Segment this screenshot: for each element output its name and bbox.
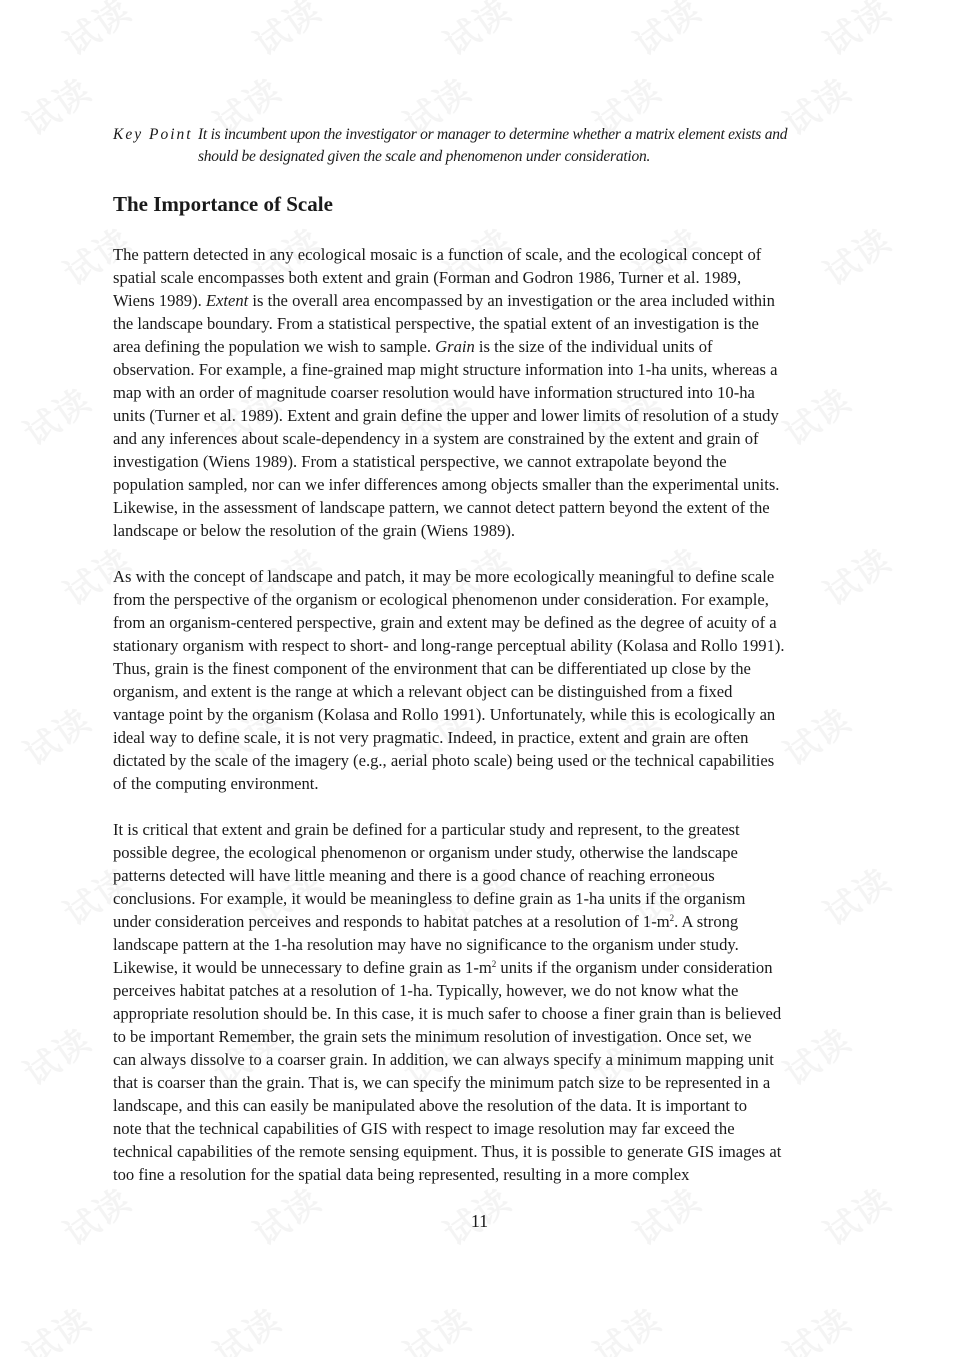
paragraph-3 xyxy=(113,818,853,1186)
text-line: possible degree, the ecological phenomenon or organism under study, otherwise the landscape xyxy=(113,843,738,862)
text-line: technical capabilities of the remote sensing equipment. Thus, it is possible to generate GIS images at xyxy=(113,1142,782,1161)
text-line: of the computing environment. xyxy=(113,774,319,793)
watermark xyxy=(202,1294,289,1357)
text-line: spatial scale encompasses both extent and grain (Forman and Godron 1986, Turner et al. 1989, xyxy=(113,268,742,287)
watermark xyxy=(772,1294,859,1357)
superscript: 2 xyxy=(491,959,497,969)
text-line: patterns detected will have little meaning and there is a good chance of reaching erroneous xyxy=(113,866,715,885)
paragraph-1 xyxy=(113,243,853,542)
text-line: that is coarser than the grain. That is, we can specify the minimum patch size to be represented in a xyxy=(113,1073,771,1092)
key-point-line: It is incumbent upon the investigator or manager to determine whether a matrix element exists and xyxy=(198,126,788,143)
text-line: units (Turner et al. 1989). Extent and grain define the upper and lower limits of resolution of a study xyxy=(113,406,779,425)
watermark xyxy=(12,694,99,775)
watermark xyxy=(242,0,329,65)
watermark xyxy=(12,1294,99,1357)
text-line: stationary organism with respect to short- and long-range perceptual ability (Kolasa and Rollo 1991). xyxy=(113,636,785,655)
text-line: note that the technical capabilities of GIS with respect to image resolution may far exceed the xyxy=(113,1119,735,1138)
text-line: organism, and extent is the range at which a relevant object can be distinguished from a fixed xyxy=(113,682,733,701)
watermark xyxy=(432,0,519,65)
text-line xyxy=(113,289,853,312)
text-line xyxy=(113,956,853,979)
watermark xyxy=(392,1294,479,1357)
text-line: map with an order of magnitude coarser resolution would have information structured into 10-ha xyxy=(113,383,755,402)
text-line: investigation (Wiens 1989). From a statistical perspective, we cannot extrapolate beyond the xyxy=(113,452,727,471)
text-run: Wiens 1989). xyxy=(113,291,206,310)
text-line xyxy=(113,335,853,358)
text-line: vantage point by the organism (Kolasa and Rollo 1991). Unfortunately, while this is ecologically an xyxy=(113,705,776,724)
text-line: can always dissolve to a coarser grain. In addition, we can always specify a minimum mapping unit xyxy=(113,1050,774,1069)
text-line: from an organism-centered perspective, grain and extent may be defined as the degree of acuity of a xyxy=(113,613,777,632)
text-run: is the size of the individual units of xyxy=(474,337,713,356)
key-point-text xyxy=(198,124,823,168)
text-line: Likewise, in the assessment of landscape pattern, we cannot detect pattern beyond the extent of the xyxy=(113,498,770,517)
superscript: 2 xyxy=(669,913,675,923)
text-run: under consideration perceives and responds to habitat patches at a resolution of 1-m xyxy=(113,912,670,931)
term-grain: Grain xyxy=(435,337,475,356)
watermark xyxy=(52,0,139,65)
text-line: perceives habitat patches at a resolution of 1-ha. Typically, however, we do not know what the xyxy=(113,981,739,1000)
key-point-box xyxy=(113,124,823,168)
section-heading: The Importance of Scale xyxy=(113,192,333,216)
watermark xyxy=(12,374,99,455)
text-run: units if the organism under consideration xyxy=(496,958,773,977)
text-line: and any inferences about scale-dependency in a system are constrained by the extent and grain of xyxy=(113,429,759,448)
text-line: dictated by the scale of the imagery (e.g., aerial photo scale) being used or the technical capabilities xyxy=(113,751,775,770)
text-line: appropriate resolution should be. In this case, it is much safer to choose a finer grain than is believed xyxy=(113,1004,782,1023)
text-line: population sampled, nor can we infer differences among objects smaller than the experimental units. xyxy=(113,475,780,494)
text-line: to be important Remember, the grain sets the minimum resolution of investigation. Once set, we xyxy=(113,1027,752,1046)
text-line xyxy=(113,910,853,933)
text-line: landscape pattern at the 1-ha resolution may have no significance to the organism under study. xyxy=(113,935,739,954)
key-point-label: Key Point xyxy=(113,126,193,143)
term-extent: Extent xyxy=(205,291,249,310)
watermark xyxy=(582,1294,669,1357)
key-point-line: should be designated given the scale and phenomenon under consideration. xyxy=(198,148,651,165)
text-line: ideal way to define scale, it is not very pragmatic. Indeed, in practice, extent and grain are often xyxy=(113,728,749,747)
watermark xyxy=(12,1014,99,1095)
text-line: Thus, grain is the finest component of the environment that can be differentiated up close by the xyxy=(113,659,751,678)
text-line: too fine a resolution for the spatial data being represented, resulting in a more complex xyxy=(113,1165,690,1184)
text-line: the landscape boundary. From a statistical perspective, the spatial extent of an investigation is the xyxy=(113,314,759,333)
text-line: The pattern detected in any ecological mosaic is a function of scale, and the ecological concept of xyxy=(113,245,762,264)
text-line: observation. For example, a fine-grained map might structure information into 1-ha units, whereas a xyxy=(113,360,778,379)
watermark xyxy=(12,64,99,145)
text-line: landscape, and this can easily be manipulated above the resolution of the data. It is important to xyxy=(113,1096,748,1115)
text-run: is the overall area encompassed by an investigation or the area included within xyxy=(248,291,775,310)
text-run: area defining the population we wish to sample. xyxy=(113,337,436,356)
text-line: As with the concept of landscape and patch, it may be more ecologically meaningful to define scale xyxy=(113,567,775,586)
watermark xyxy=(812,0,899,65)
text-line: conclusions. For example, it would be meaningless to define grain as 1-ha units if the organism xyxy=(113,889,746,908)
text-line: from the perspective of the organism or ecological phenomenon under consideration. For example, xyxy=(113,590,769,609)
page-number: 11 xyxy=(470,1211,489,1231)
watermark xyxy=(622,0,709,65)
text-run: . A strong xyxy=(674,912,739,931)
text-line: It is critical that extent and grain be defined for a particular study and represent, to the greatest xyxy=(113,820,740,839)
paragraph-2 xyxy=(113,565,853,795)
text-run: Likewise, it would be unnecessary to define grain as 1-m xyxy=(113,958,492,977)
text-line: landscape or below the resolution of the grain (Wiens 1989). xyxy=(113,521,516,540)
